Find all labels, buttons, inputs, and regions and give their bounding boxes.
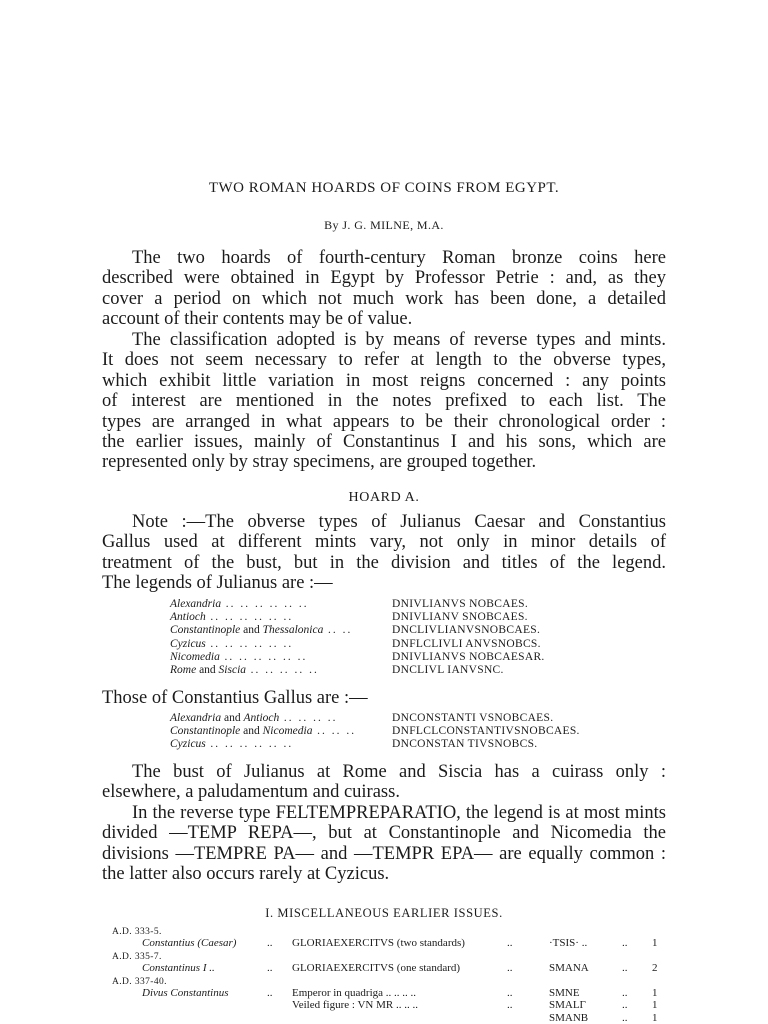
leader-dots: .. .. .. .. .. .. — [205, 637, 294, 650]
catalogue-count: 1 — [652, 999, 658, 1012]
mint-cell — [170, 725, 392, 738]
legend-text: DNIVLIANVS NOBCAESAR. — [392, 650, 545, 663]
mint-conjunction: and — [240, 725, 263, 738]
mint-conjunction: and — [240, 624, 263, 637]
legend-row — [170, 664, 690, 677]
table-row — [112, 925, 672, 937]
article-byline: By J. G. MILNE, M.A. — [324, 218, 444, 232]
classification-paragraph — [102, 330, 666, 473]
leader-dots: .. .. .. .. .. — [246, 664, 320, 677]
julianus-legend-table — [170, 598, 690, 677]
text-line: It does not seem necessary to refer at length to the obverse types, — [102, 350, 666, 371]
mint-name: Alexandria — [170, 598, 222, 610]
mint-name: Antioch — [243, 712, 280, 724]
legend-row — [170, 712, 690, 725]
text-line: which exhibit little variation in most reigns concerned : any points — [102, 370, 666, 391]
legend-row — [170, 738, 690, 751]
text-line: elsewhere, a paludamentum and cuirass. — [102, 782, 400, 803]
text-line: the latter also occurs rarely at Cyzicus. — [102, 864, 390, 885]
catalogue-date: A.D. 335-7. — [112, 951, 162, 962]
catalogue-count: 1 — [652, 1011, 658, 1024]
leader-dots: .. — [507, 937, 513, 950]
catalogue-count: 2 — [652, 962, 658, 975]
text-line: treatment of the bust, but in the division and titles of the legend. — [102, 552, 666, 573]
leader-dots: .. — [622, 962, 628, 975]
leader-dots: .. — [267, 962, 273, 975]
mint-name: Cyzicus — [170, 637, 206, 650]
coin-catalogue — [112, 925, 672, 1024]
text-line: divided —TEMP REPA—, but at Constantinople and Nicomedia the — [102, 823, 666, 844]
mint-name: Antioch — [170, 611, 206, 624]
mint-name: Alexandria — [170, 712, 222, 724]
catalogue-mintmark: SMANA — [549, 962, 589, 975]
leader-dots: .. — [267, 937, 273, 950]
mint-name: Nicomedia — [170, 650, 220, 663]
catalogue-emperor: Constantinus I .. — [142, 962, 215, 975]
legend-text: DNCLIVL IANVSNC. — [392, 664, 504, 677]
catalogue-mintmark: SMANB — [549, 1011, 589, 1024]
bust-paragraph — [102, 762, 666, 803]
text-line: types are arranged in what appears to be their chronological order : — [102, 411, 666, 432]
leader-dots: .. — [622, 999, 628, 1012]
catalogue-mintmark: SMNE — [549, 986, 580, 999]
table-row — [112, 937, 672, 949]
leader-dots: .. — [507, 999, 513, 1012]
mint-cell — [170, 624, 392, 637]
leader-dots: .. — [622, 986, 628, 999]
catalogue-type: Veiled figure : VN MR .. .. .. — [292, 999, 418, 1012]
catalogue-date: A.D. 337-40. — [112, 976, 167, 987]
mint-cell — [170, 638, 392, 651]
table-row — [112, 962, 672, 974]
legend-text: DNIVLIANVS NOBCAES. — [392, 598, 529, 610]
leader-dots: .. .. .. .. .. .. — [205, 738, 294, 751]
article-title: TWO ROMAN HOARDS OF COINS FROM EGYPT. — [208, 180, 560, 196]
section-heading: I. MISCELLANEOUS EARLIER ISSUES. — [265, 906, 503, 920]
mint-cell — [170, 664, 392, 677]
leader-dots: .. — [507, 962, 513, 975]
mint-name: Rome — [170, 664, 197, 677]
leader-dots: .. .. — [323, 624, 353, 637]
legend-text: DNFLCLIVLI ANVSNOBCS. — [392, 637, 541, 650]
catalogue-emperor: Constantius (Caesar) — [142, 937, 237, 950]
catalogue-type: GLORIAEXERCITVS (two standards) — [292, 937, 465, 950]
legend-text: DNFLCLCONSTANTIVSNOBCAES. — [392, 725, 580, 738]
gallus-legend-table — [170, 712, 690, 752]
gallus-intro: Those of Constantius Gallus are :— — [102, 688, 368, 708]
text-line: The two hoards of fourth-century Roman bronze coins here — [132, 248, 666, 268]
table-row — [112, 975, 672, 987]
leader-dots: .. .. .. .. .. .. — [219, 650, 308, 663]
intro-paragraph — [102, 248, 666, 330]
text-line: Note :—The obverse types of Julianus Caesar and Constantius — [132, 512, 666, 532]
legend-row — [170, 651, 690, 664]
mint-cell — [170, 611, 392, 624]
mint-cell — [170, 738, 392, 751]
table-row — [112, 987, 672, 999]
mint-name: Cyzicus — [170, 738, 206, 751]
legend-row — [170, 611, 690, 624]
mint-conjunction: and — [221, 712, 244, 724]
mint-name: Nicomedia — [262, 725, 313, 738]
legend-row — [170, 598, 690, 611]
text-line: account of their contents may be of value. — [102, 309, 413, 330]
text-line: The bust of Julianus at Rome and Siscia has a cuirass only : — [132, 762, 666, 782]
mint-name: Constantinople — [170, 624, 241, 637]
text-line: The legends of Julianus are :— — [102, 573, 333, 594]
catalogue-type: Emperor in quadriga .. .. .. .. — [292, 986, 417, 999]
table-row — [112, 950, 672, 962]
table-row — [112, 999, 672, 1011]
mint-cell — [170, 712, 392, 725]
legend-text: DNCONSTANTI VSNOBCAES. — [392, 712, 554, 724]
catalogue-count: 1 — [652, 937, 658, 950]
leader-dots: .. .. .. .. — [279, 712, 338, 724]
mint-conjunction: and — [196, 664, 219, 677]
mint-name: Constantinople — [170, 725, 241, 738]
text-line: The classification adopted is by means of reverse types and mints. — [132, 330, 666, 350]
mint-name: Thessalonica — [262, 624, 324, 637]
note-paragraph — [102, 512, 666, 594]
text-line: the earlier issues, mainly of Constantinus I and his sons, which are — [102, 432, 666, 453]
legend-row — [170, 624, 690, 637]
reverse-paragraph — [102, 803, 666, 885]
text-line: cover a period on which not much work has been done, a detailed — [102, 288, 666, 309]
mint-name: Siscia — [218, 664, 247, 677]
table-row — [112, 1012, 672, 1024]
leader-dots: .. — [267, 986, 273, 999]
text-line: of interest are mentioned in the notes prefixed to each list. The — [102, 391, 666, 412]
legend-row — [170, 725, 690, 738]
mint-cell — [170, 651, 392, 664]
legend-text: DNCLIVLIANVSNOBCAES. — [392, 624, 541, 637]
leader-dots: .. — [507, 986, 513, 999]
catalogue-mintmark: SMALΓ — [549, 999, 586, 1012]
text-line: divisions —TEMPRE PA— and —TEMPR EPA— are equally common : — [102, 843, 666, 864]
catalogue-mintmark: ·TSIS· .. — [549, 937, 588, 950]
leader-dots: .. .. .. — [312, 725, 357, 738]
leader-dots: .. .. .. .. .. .. — [205, 611, 294, 624]
leader-dots: .. — [622, 1011, 628, 1024]
catalogue-count: 1 — [652, 986, 658, 999]
text-line: In the reverse type FELTEMPREPARATIO, the legend is at most mints — [132, 803, 666, 823]
leader-dots: .. — [622, 937, 628, 950]
text-line: represented only by stray specimens, are grouped together. — [102, 452, 537, 473]
mint-cell — [170, 598, 392, 611]
legend-text: DNIVLIANV SNOBCAES. — [392, 611, 528, 624]
text-line: described were obtained in Egypt by Professor Petrie : and, as they — [102, 268, 666, 289]
leader-dots: .. .. .. .. .. .. — [221, 598, 309, 610]
legend-text: DNCONSTAN TIVSNOBCS. — [392, 738, 538, 751]
catalogue-type: GLORIAEXERCITVS (one standard) — [292, 962, 461, 975]
catalogue-emperor: Divus Constantinus — [142, 986, 229, 999]
catalogue-date: A.D. 333-5. — [112, 927, 162, 937]
hoard-heading: HOARD A. — [348, 490, 420, 505]
text-line: Gallus used at different mints vary, not only in minor details of — [102, 532, 666, 553]
legend-row — [170, 638, 690, 651]
